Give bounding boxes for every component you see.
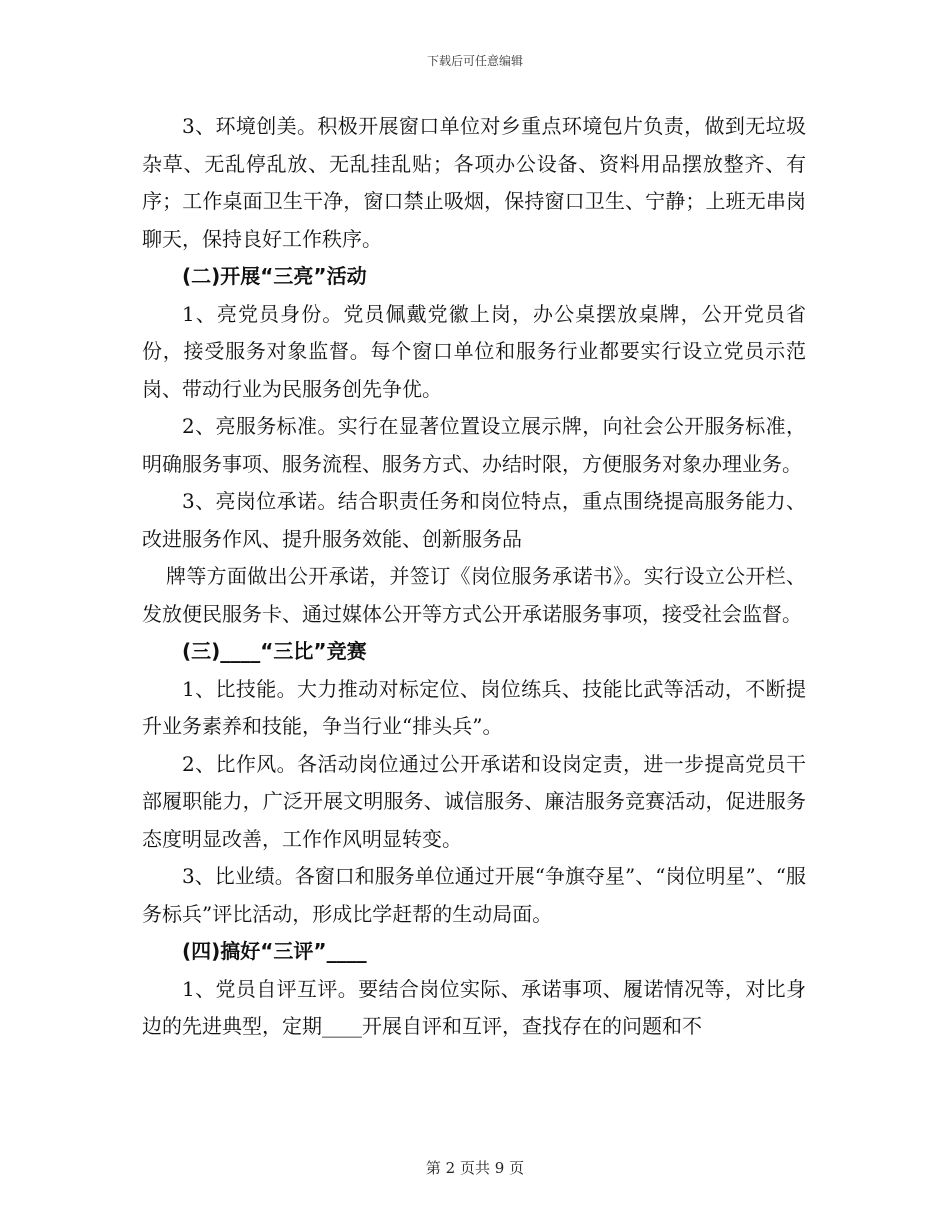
paragraph-continuation: 牌等方面做出公开承诺，并签订《岗位服务承诺书》。实行设立公开栏、发放便民服务卡、通过媒体公开等方式公开承诺服务事项，接受社会监督。 (142, 564, 806, 626)
page-header: 下载后可任意编辑 (426, 54, 523, 68)
paragraph: 1、党员自评互评。要结合岗位实际、承诺事项、履诺情况等，对比身边的先进典型，定期____开展自评和互评，查找存在的问题和不 (142, 976, 806, 1038)
page-number: 第 2 页共 9 页 (425, 1159, 525, 1177)
paragraph: 1、比技能。大力推动对标定位、岗位练兵、技能比武等活动，不断提升业务素养和技能，争当行业“排头兵”。 (142, 676, 806, 738)
section-heading: (二)开展“三亮”活动 (182, 264, 367, 288)
document-body (142, 108, 806, 1046)
paragraph: 3、亮岗位承诺。结合职责任务和岗位特点，重点围绕提高服务能力、改进服务作风、提升服务效能、创新服务品 (142, 489, 806, 551)
paragraph: 1、亮党员身份。党员佩戴党徽上岗，办公桌摆放桌牌，公开党员省份，接受服务对象监督。每个窗口单位和服务行业都要实行设立党员示范岗、带动行业为民服务创先争优。 (142, 301, 806, 401)
paragraph: 2、亮服务标准。实行在显著位置设立展示牌，向社会公开服务标准，明确服务事项、服务流程、服务方式、办结时限，方便服务对象办理业务。 (142, 414, 806, 476)
paragraph: 3、比业绩。各窗口和服务单位通过开展“争旗夺星”、“岗位明星”、“服务标兵”评比活动，形成比学赶帮的生动局面。 (142, 864, 806, 926)
paragraph: 3、环境创美。积极开展窗口单位对乡重点环境包片负责，做到无垃圾杂草、无乱停乱放、无乱挂乱贴；各项办公设备、资料用品摆放整齐、有序；工作桌面卫生干净，窗口禁止吸烟，保持窗口卫生、宁静；上班无串岗聊天，保持良好工作秩序。 (142, 114, 806, 251)
section-heading: (四)搞好“三评”____ (182, 939, 367, 963)
section-heading: (三)____“三比”竞赛 (182, 639, 367, 663)
paragraph: 2、比作风。各活动岗位通过公开承诺和设岗定责，进一步提高党员干部履职能力，广泛开展文明服务、诚信服务、廉洁服务竞赛活动，促进服务态度明显改善，工作作风明显转变。 (142, 751, 806, 851)
